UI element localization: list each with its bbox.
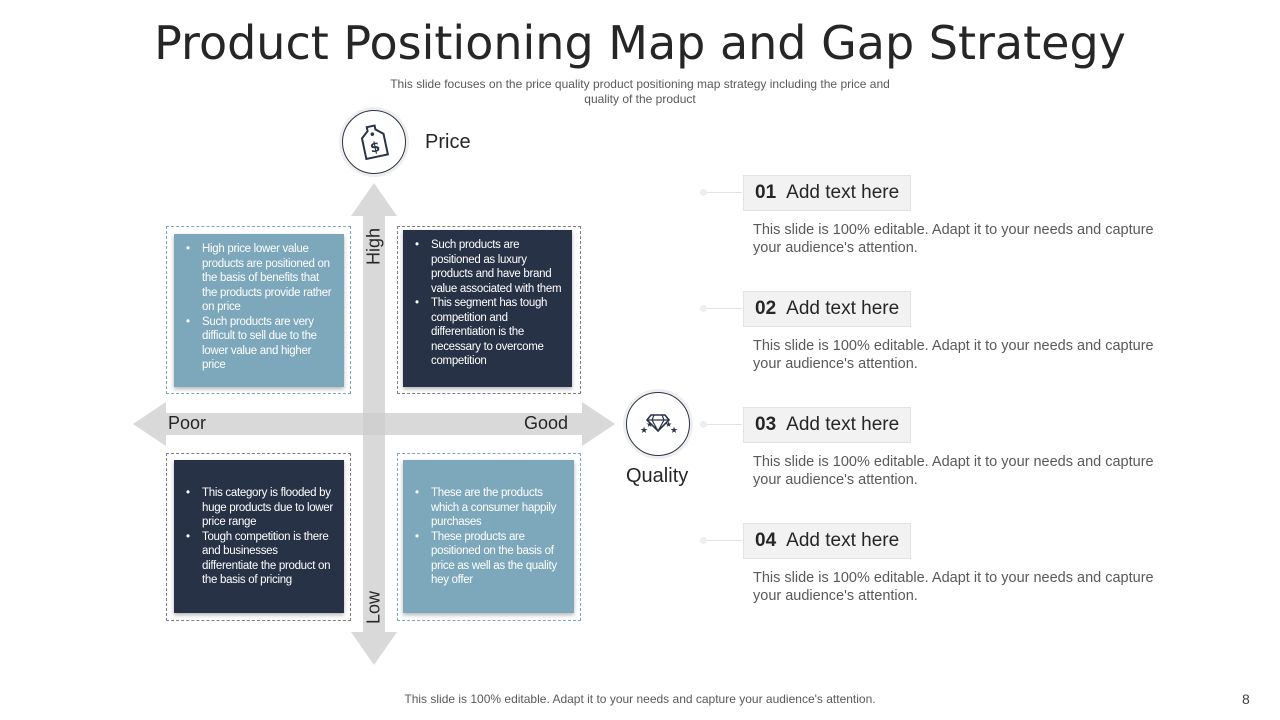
diamond-stars-icon <box>635 409 681 439</box>
axis-label-poor: Poor <box>168 413 207 433</box>
bullet-item: • Such products are positioned as luxury products and have brand value associated with them <box>413 238 562 296</box>
list-item-heading <box>743 523 911 559</box>
list-item-text: This slide is 100% editable. Adapt it to your needs and capture your audience's attention. <box>753 570 1154 604</box>
bullet-item: • Tough competition is there and businesses differentiate the product on the basis of pricing <box>184 530 334 588</box>
list-item-heading <box>743 175 911 211</box>
list-item-heading <box>743 291 911 327</box>
svg-text:★: ★ <box>640 426 649 436</box>
axis-label-high: High <box>363 227 384 266</box>
quadrant-bottom-left-bullets <box>184 468 334 588</box>
connector-line <box>700 192 742 193</box>
connector-line <box>700 424 742 425</box>
quadrant-top-left-bullets <box>184 242 334 373</box>
list-item-text: This slide is 100% editable. Adapt it to your needs and capture your audience's attention. <box>753 222 1154 256</box>
list-item-number: 01 <box>755 182 777 203</box>
price-icon-badge <box>342 110 406 174</box>
list-item-text: This slide is 100% editable. Adapt it to your needs and capture your audience's attention. <box>753 338 1154 372</box>
bullet-item: • Such products are very difficult to sell due to the lower value and higher price <box>184 315 334 373</box>
bullet-item: • High price lower value products are positioned on the basis of benefits that the products provide rather on price <box>184 242 334 315</box>
svg-text:★: ★ <box>665 420 673 429</box>
svg-text:★: ★ <box>670 426 679 436</box>
price-label: Price <box>425 131 471 153</box>
page-number: 8 <box>1242 691 1250 707</box>
svg-text:$: $ <box>368 139 382 157</box>
price-tag-dollar-icon <box>359 124 389 160</box>
quadrant-bottom-right-bullets <box>413 468 564 588</box>
slide-title: Product Positioning Map and Gap Strategy <box>154 16 1126 70</box>
svg-text:★: ★ <box>646 420 654 429</box>
list-item-title: Add text here <box>786 414 900 435</box>
axis-label-low: Low <box>363 590 384 625</box>
quadrant-top-right <box>403 230 572 387</box>
bullet-item: • These are the products which a consumer happily purchases <box>413 486 564 530</box>
list-item-number: 02 <box>755 298 777 319</box>
list-item-heading <box>743 407 911 443</box>
list-item-title: Add text here <box>786 182 900 203</box>
list-item-text: This slide is 100% editable. Adapt it to your needs and capture your audience's attention. <box>753 454 1154 488</box>
slide-footer: This slide is 100% editable. Adapt it to your needs and capture your audience's attention. <box>404 692 876 706</box>
bullet-item: • This category is flooded by huge products due to lower price range <box>184 486 334 530</box>
list-item-title: Add text here <box>786 298 900 319</box>
axis-label-good: Good <box>524 413 569 433</box>
list-item-number: 03 <box>755 414 777 435</box>
list-item-title: Add text here <box>786 530 900 551</box>
quadrant-bottom-right <box>403 460 574 613</box>
quadrant-top-right-bullets <box>413 238 562 369</box>
quality-icon-badge <box>626 392 690 456</box>
quadrant-top-left <box>174 234 344 387</box>
list-item-number: 04 <box>755 530 777 551</box>
bullet-item: • This segment has tough competition and differentiation is the necessary to overcome competition <box>413 296 562 369</box>
quadrant-bottom-left <box>174 460 344 613</box>
bullet-item: • These products are positioned on the basis of price as well as the quality hey offer <box>413 530 564 588</box>
connector-line <box>700 540 742 541</box>
connector-line <box>700 308 742 309</box>
slide-subtitle: This slide focuses on the price quality product positioning map strategy including the price and quality of the product <box>390 77 890 106</box>
quality-label: Quality <box>626 465 689 487</box>
